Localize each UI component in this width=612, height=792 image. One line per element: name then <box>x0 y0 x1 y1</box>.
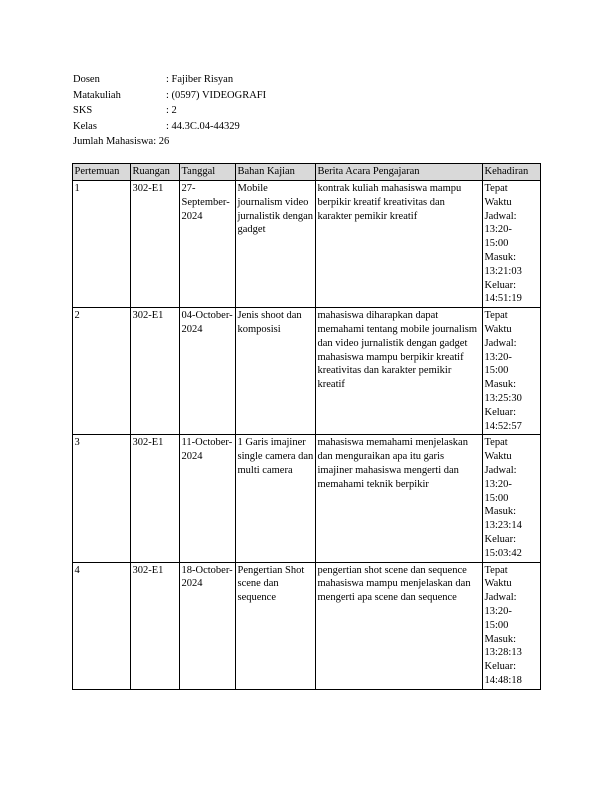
cell-ruangan: 302-E1 <box>131 181 180 308</box>
cell-pertemuan: 3 <box>73 435 131 562</box>
dosen-row <box>73 72 266 88</box>
cell-pertemuan: 1 <box>73 181 131 308</box>
cell-tanggal: 18-October-2024 <box>180 562 236 689</box>
kehadiran-line: Waktu <box>484 196 512 208</box>
cell-bahan-kajian: Mobile journalism video jurnalistik dengan gadget <box>236 181 316 308</box>
kehadiran-line: 15:03:42 <box>484 547 522 559</box>
cell-tanggal: 27-September-2024 <box>180 181 236 308</box>
attendance-table <box>72 163 541 690</box>
cell-berita-acara: mahasiswa diharapkan dapat memahami tentang mobile journalism dan video jurnalistik dengan gadget mahasiswa mampu berpikir kreatif kreativitas dan karakter pemikir kreatif <box>316 308 483 435</box>
cell-kehadiran <box>483 435 541 562</box>
cell-berita-acara: pengertian shot scene dan sequence mahasiswa mampu menjelaskan dan mengerti apa scene dan sequence <box>316 562 483 689</box>
matakuliah-label: Matakuliah <box>73 89 121 101</box>
sks-row <box>73 103 266 119</box>
kehadiran-line: Jadwal: <box>484 464 517 476</box>
jumlah-value: : 26 <box>153 136 170 148</box>
cell-pertemuan: 2 <box>73 308 131 435</box>
table-row <box>73 308 541 435</box>
table-row <box>73 435 541 562</box>
cell-kehadiran <box>483 562 541 689</box>
kehadiran-line: 14:51:19 <box>484 293 522 305</box>
kehadiran-line: Jadwal: <box>484 337 517 349</box>
kehadiran-line: Masuk: <box>484 379 516 391</box>
kehadiran-line: Masuk: <box>484 633 516 645</box>
kehadiran-line: Tepat <box>484 564 508 576</box>
kehadiran-line: 13:20- <box>484 224 512 236</box>
kehadiran-line: 14:48:18 <box>484 674 522 686</box>
cell-kehadiran <box>483 308 541 435</box>
kehadiran-line: Waktu <box>484 578 512 590</box>
kehadiran-line: Masuk: <box>484 251 516 263</box>
sks-label: SKS <box>73 105 93 117</box>
kehadiran-line: Masuk: <box>484 506 516 518</box>
kehadiran-line: Waktu <box>484 451 512 463</box>
cell-berita-acara: mahasiswa memahami menjelaskan dan menguraikan apa itu garis imajiner mahasiswa mengerti dan memahami teknik berpikir <box>316 435 483 562</box>
kehadiran-line: Tepat <box>484 310 508 322</box>
col-header-tanggal: Tanggal <box>180 164 236 181</box>
dosen-label: Dosen <box>73 74 100 85</box>
cell-bahan-kajian: 1 Garis imajiner single camera dan multi camera <box>236 435 316 562</box>
kehadiran-line: Keluar: <box>484 533 516 545</box>
kehadiran-line: 13:20- <box>484 478 512 490</box>
table-header-row <box>73 164 541 181</box>
cell-tanggal: 04-October-2024 <box>180 308 236 435</box>
table-row <box>73 181 541 308</box>
col-header-ruangan: Ruangan <box>131 164 180 181</box>
kehadiran-line: 13:28:13 <box>484 647 522 659</box>
kehadiran-line: Tepat <box>484 437 508 449</box>
col-header-berita-acara: Berita Acara Pengajaran <box>316 164 483 181</box>
cell-ruangan: 302-E1 <box>131 435 180 562</box>
matakuliah-value: : (0597) VIDEOGRAFI <box>166 89 267 101</box>
kehadiran-line: Keluar: <box>484 279 516 291</box>
kehadiran-line: Jadwal: <box>484 210 517 222</box>
cell-bahan-kajian: Pengertian Shot scene dan sequence <box>236 562 316 689</box>
col-header-bahan-kajian: Bahan Kajian <box>236 164 316 181</box>
kehadiran-line: 13:25:30 <box>484 392 522 404</box>
kehadiran-line: 15:00 <box>484 492 509 504</box>
kehadiran-line: Jadwal: <box>484 592 517 604</box>
kelas-label: Kelas <box>73 120 97 132</box>
col-header-kehadiran: Kehadiran <box>483 164 541 181</box>
kehadiran-line: 14:52:57 <box>484 420 522 432</box>
kelas-row <box>73 119 266 135</box>
kehadiran-line: Keluar: <box>484 661 516 673</box>
kehadiran-line: 13:20- <box>484 605 512 617</box>
course-info <box>73 72 266 150</box>
cell-ruangan: 302-E1 <box>131 308 180 435</box>
kehadiran-line: 13:23:14 <box>484 520 522 532</box>
col-header-pertemuan: Pertemuan <box>73 164 131 181</box>
cell-tanggal: 11-October-2024 <box>180 435 236 562</box>
dosen-value: : Fajiber Risyan <box>166 74 234 85</box>
jumlah-label: Jumlah Mahasiswa <box>73 136 154 148</box>
kehadiran-line: 15:00 <box>484 238 509 250</box>
kehadiran-line: 13:20- <box>484 351 512 363</box>
kehadiran-line: 15:00 <box>484 365 509 377</box>
kehadiran-line: Keluar: <box>484 406 516 418</box>
cell-bahan-kajian: Jenis shoot dan komposisi <box>236 308 316 435</box>
kelas-value: : 44.3C.04-44329 <box>166 120 240 132</box>
matakuliah-row <box>73 88 266 104</box>
cell-kehadiran <box>483 181 541 308</box>
kehadiran-line: 13:21:03 <box>484 265 522 277</box>
cell-pertemuan: 4 <box>73 562 131 689</box>
kehadiran-line: Waktu <box>484 323 512 335</box>
table-row <box>73 562 541 689</box>
kehadiran-line: 15:00 <box>484 619 509 631</box>
cell-berita-acara: kontrak kuliah mahasiswa mampu berpikir kreatif kreativitas dan karakter pemikir kreatif <box>316 181 483 308</box>
jumlah-row <box>73 134 266 150</box>
kehadiran-line: Tepat <box>484 183 508 194</box>
cell-ruangan: 302-E1 <box>131 562 180 689</box>
sks-value: : 2 <box>166 105 177 117</box>
